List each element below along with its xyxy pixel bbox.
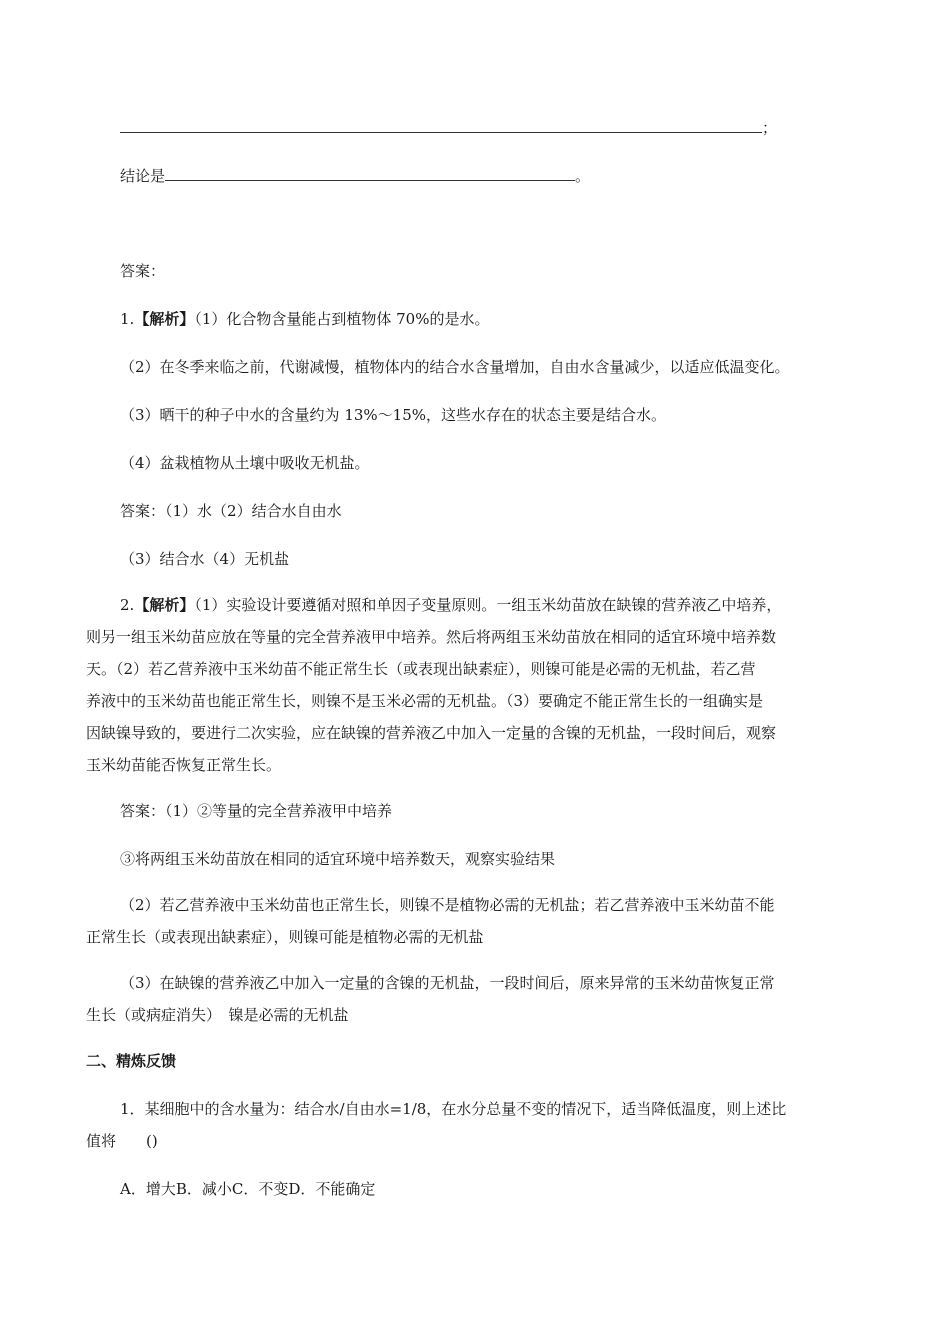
q2-analysis-line-1 — [120, 596, 781, 614]
exercise-1-line-a: 1．某细胞中的含水量为：结合水/自由水=1/8，在水分总量不变的情况下，适当降低温度，则上述比 — [120, 1100, 787, 1118]
conclusion-label: 结论是 — [120, 167, 166, 185]
q1-analysis-line — [120, 310, 489, 328]
q2-answer-1: 答案：（1）②等量的完全营养液甲中培养 — [120, 802, 393, 820]
section-title: 二、精炼反馈 — [86, 1052, 177, 1070]
answers-heading: 答案： — [120, 262, 166, 280]
q1-answer-2: （3）结合水（4）无机盐 — [120, 550, 290, 568]
q1-analysis-p1: （1）化合物含量能占到植物体 70%的是水。 — [194, 310, 490, 328]
q2-answer-4b: 生长（或病症消失） 镍是必需的无机盐 — [86, 1006, 349, 1024]
q1-answer-1: 答案：（1）水（2）结合水自由水 — [120, 502, 342, 520]
q2-analysis-line-2: 则另一组玉米幼苗应放在等量的完全营养液甲中培养。然后将两组玉米幼苗放在相同的适宜环境中培养数 — [86, 628, 777, 646]
q1-analysis-p2: （2）在冬季来临之前，代谢减慢，植物体内的结合水含量增加，自由水含量减少，以适应低温变化。 — [120, 358, 790, 376]
q2-analysis-line-3: 天。（2）若乙营养液中玉米幼苗不能正常生长（或表现出缺素症），则镍可能是必需的无机盐，若乙营 — [86, 660, 756, 678]
q2-analysis-line-4: 养液中的玉米幼苗也能正常生长，则镍不是玉米必需的无机盐。（3）要确定不能正常生长的一组确实是 — [86, 692, 764, 710]
blank-underline — [165, 166, 575, 181]
q1-analysis-tag: 【解析】 — [134, 310, 195, 328]
q1-analysis-p3: （3）晒干的种子中水的含量约为 13%～15%，这些水存在的状态主要是结合水。 — [120, 406, 666, 424]
q1-number: 1. — [120, 310, 135, 328]
q2-analysis-line-5: 因缺镍导致的，要进行二次实验，应在缺镍的营养液乙中加入一定量的含镍的无机盐，一段时间后，观察 — [86, 724, 777, 742]
q1-analysis-p4: （4）盆栽植物从土壤中吸收无机盐。 — [120, 454, 370, 472]
q2-analysis-text: （1）实验设计要遵循对照和单因子变量原则。一组玉米幼苗放在缺镍的营养液乙中培养， — [194, 596, 782, 614]
q2-answer-3a: （2）若乙营养液中玉米幼苗也正常生长，则镍不是植物必需的无机盐；若乙营养液中玉米幼苗不能 — [120, 896, 775, 914]
exercise-1-line-b: 值将 () — [86, 1132, 158, 1150]
q2-answer-2: ③将两组玉米幼苗放在相同的适宜环境中培养数天，观察实验结果 — [120, 850, 556, 868]
exercise-1-options: A．增大B．减小C．不变D．不能确定 — [120, 1180, 376, 1198]
blank-line-1 — [120, 118, 777, 137]
blank-line-end: ； — [762, 119, 778, 137]
conclusion-end: 。 — [575, 167, 591, 185]
q2-answer-3b: 正常生长（或表现出缺素症），则镍可能是植物必需的无机盐 — [86, 928, 484, 946]
conclusion-line — [120, 166, 590, 185]
blank-underline — [120, 118, 762, 133]
q2-answer-4a: （3）在缺镍的营养液乙中加入一定量的含镍的无机盐，一段时间后，原来异常的玉米幼苗恢复正常 — [120, 974, 775, 992]
q2-analysis-line-6: 玉米幼苗能否恢复正常生长。 — [86, 756, 282, 774]
q2-analysis-tag: 【解析】 — [134, 596, 195, 614]
q2-number: 2. — [120, 596, 135, 614]
